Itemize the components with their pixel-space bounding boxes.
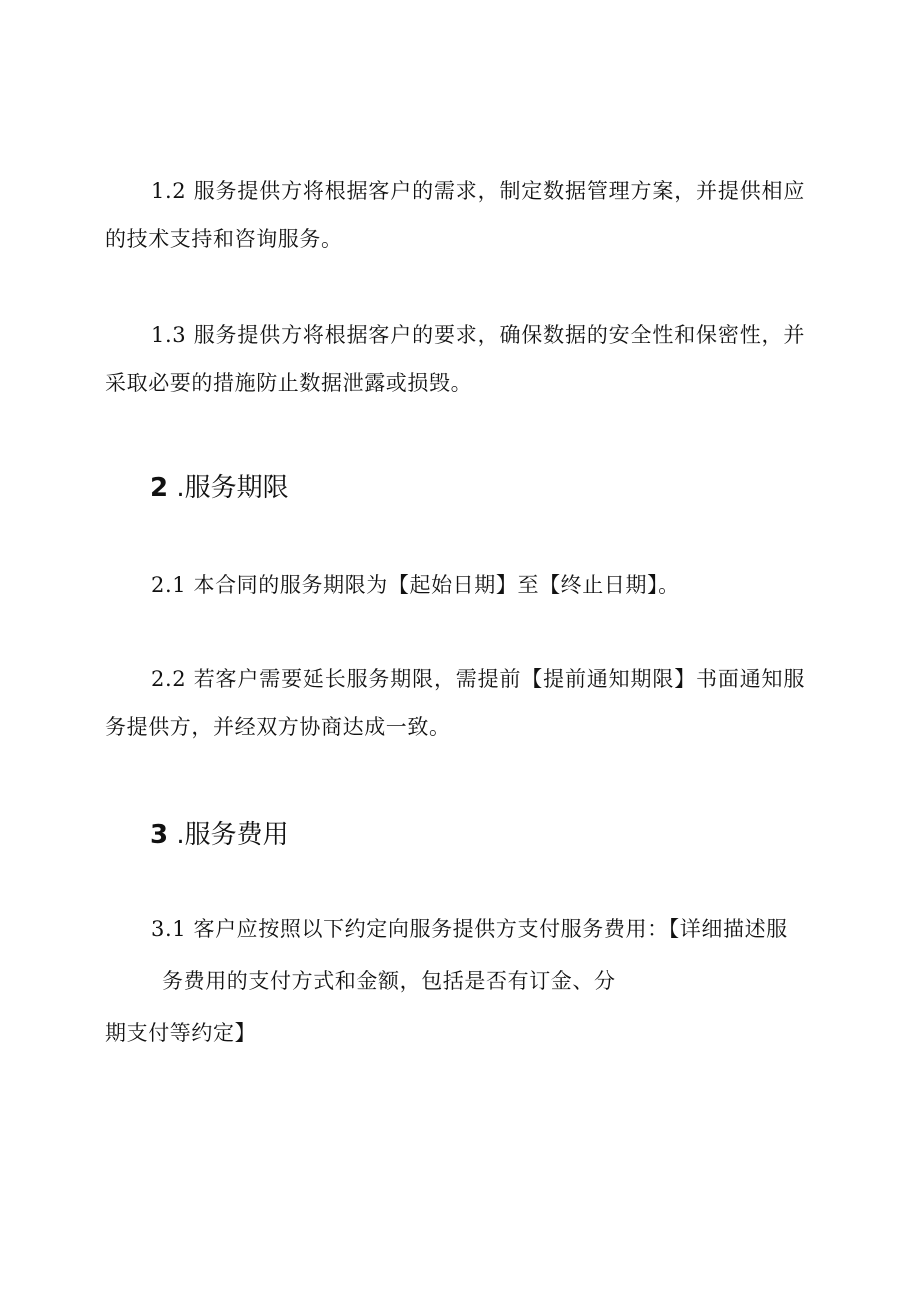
section-heading-service-fee [150, 815, 289, 855]
clause-1-3: 1.3 服务提供方将根据客户的要求，确保数据的安全性和保密性，并采取必要的措施防止数据泄露或损毁。 [105, 323, 805, 395]
clause-2-2: 2.2 若客户需要延长服务期限，需提前【提前通知期限】书面通知服务提供方，并经双方协商达成一致。 [105, 667, 805, 739]
section-title: .服务费用 [168, 820, 289, 850]
clause-3-1-line-1: 3.1 客户应按照以下约定向服务提供方支付服务费用：【详细描述服 [151, 917, 788, 941]
section-number: 2 [150, 473, 169, 503]
clause-1-2: 1.2 服务提供方将根据客户的需求，制定数据管理方案，并提供相应的技术支持和咨询服务。 [105, 179, 805, 251]
section-number: 3 [150, 820, 169, 850]
section-heading-service-term [150, 468, 289, 508]
clause-3-1-line-3: 期支付等约定】 [105, 1021, 257, 1045]
clause-2-1: 2.1 本合同的服务期限为【起始日期】至【终止日期】。 [151, 573, 680, 597]
section-title: .服务期限 [168, 473, 289, 503]
clause-3-1-line-2: 务费用的支付方式和金额，包括是否有订金、分 [162, 969, 616, 993]
